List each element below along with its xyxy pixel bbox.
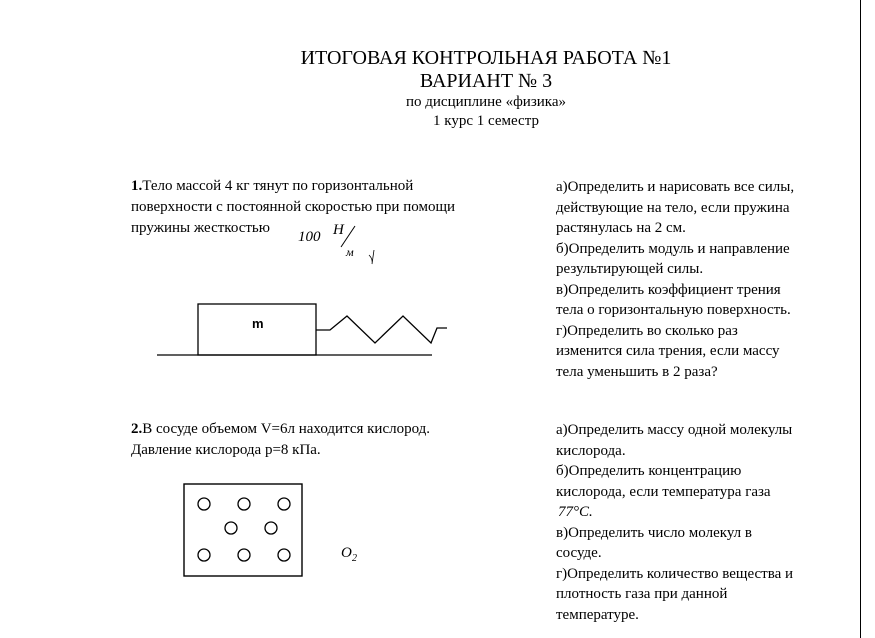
task2-question-line: сосуде. (556, 545, 602, 561)
task1-line3: пружины жесткостью (131, 220, 270, 236)
mass-label: m (252, 316, 264, 331)
stiffness-value: 100 (298, 229, 321, 245)
molecule (238, 549, 250, 561)
spring-zigzag (316, 316, 447, 343)
stiffness-unit-den: м (346, 245, 354, 259)
discipline-line: по дисциплине «физика» (405, 94, 567, 110)
gas-formula-main: O (341, 545, 352, 561)
task1-question-line: результирующей силы. (556, 261, 704, 277)
task1-number: 1. (131, 178, 143, 194)
task1-question-line: тела уменьшить в 2 раза? (556, 363, 718, 380)
task2-question-line: температуре. (556, 606, 639, 623)
task1-question-line: действующие на тело, если пружина (556, 199, 790, 216)
molecule (198, 498, 210, 510)
molecule (265, 522, 277, 534)
molecule (198, 549, 210, 561)
gas-formula-subscript: 2 (352, 553, 357, 564)
task1-question-line: б)Определить модуль и направление (556, 240, 790, 257)
task2-question-line: кислорода. (556, 442, 626, 459)
task2-question-line: плотность газа при данной (556, 586, 728, 602)
task1-question-line: изменится сила трения, если массу (556, 343, 780, 359)
task1-question-line: тела о горизонтальную поверхность. (556, 302, 791, 318)
task1-line2: поверхности с постоянной скоростью при помощи (131, 199, 456, 215)
task2-text (131, 419, 430, 461)
task1-question-line: г)Определить во сколько раз (556, 322, 738, 339)
stiffness-unit-num: Н (333, 222, 344, 238)
task2-questions (556, 420, 793, 625)
task1-question-line: а)Определить и нарисовать все силы, (556, 179, 795, 195)
task1-questions (556, 177, 794, 382)
molecule (278, 498, 290, 510)
task2-question-line: кислорода, если температура газа (556, 483, 771, 500)
page-title: ИТОГОВАЯ КОНТРОЛЬНАЯ РАБОТА №1 (300, 47, 672, 69)
molecule (225, 522, 237, 534)
molecule (278, 549, 290, 561)
task2-question-line: в)Определить число молекул в (556, 524, 752, 541)
variant-heading: ВАРИАНТ № 3 (419, 70, 553, 92)
task2-question-line: а)Определить массу одной молекулы (556, 422, 793, 438)
task2-question-line: г)Определить количество вещества и (556, 565, 794, 582)
task1-question-line: растянулась на 2 см. (556, 220, 686, 236)
course-line: 1 курс 1 семестр (433, 113, 539, 129)
task1-line1: Тело массой 4 кг тянут по горизонтальной (142, 178, 414, 194)
molecules-group (198, 498, 290, 561)
task2-line2: Давление кислорода p=8 кПа. (131, 442, 321, 458)
molecule (238, 498, 250, 510)
stray-glyph-mark (369, 250, 374, 264)
task1-question-line: в)Определить коэффициент трения (556, 281, 781, 298)
task2-question-line: б)Определить концентрацию (556, 463, 742, 479)
task2-number: 2. (131, 421, 143, 437)
task2-temperature: 77°C. (558, 504, 593, 520)
task2-line1: В сосуде объемом V=6л находится кислород. (142, 421, 431, 437)
